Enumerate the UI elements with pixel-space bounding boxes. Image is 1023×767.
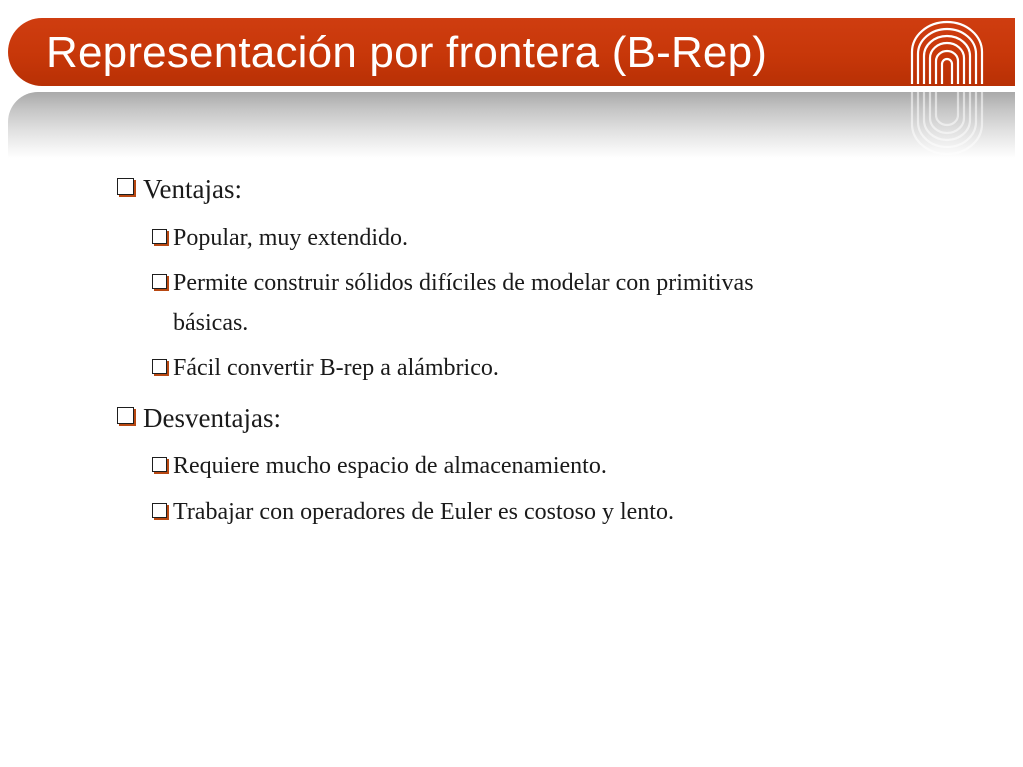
square-checkbox-bullet-icon <box>152 503 167 518</box>
square-checkbox-bullet-icon <box>152 229 167 244</box>
list-item-continuation: básicas. <box>173 310 249 336</box>
square-checkbox-bullet-icon <box>152 359 167 374</box>
list-item: Popular, muy extendido. <box>173 225 409 251</box>
list-item: Trabajar con operadores de Euler es costoso y lento. <box>173 499 674 525</box>
list-item: Permite construir sólidos difíciles de modelar con primitivas <box>173 270 754 296</box>
square-checkbox-bullet-icon <box>152 274 167 289</box>
section-heading-ventajas: Ventajas: <box>143 174 242 204</box>
square-checkbox-bullet-icon <box>117 407 134 424</box>
slide-title: Representación por frontera (B-Rep) <box>46 28 768 77</box>
square-checkbox-bullet-icon <box>152 457 167 472</box>
list-item: Requiere mucho espacio de almacenamiento. <box>173 453 607 479</box>
square-checkbox-bullet-icon <box>117 178 134 195</box>
section-heading-desventajas: Desventajas: <box>143 403 281 433</box>
list-item: Fácil convertir B-rep a alámbrico. <box>173 355 499 381</box>
